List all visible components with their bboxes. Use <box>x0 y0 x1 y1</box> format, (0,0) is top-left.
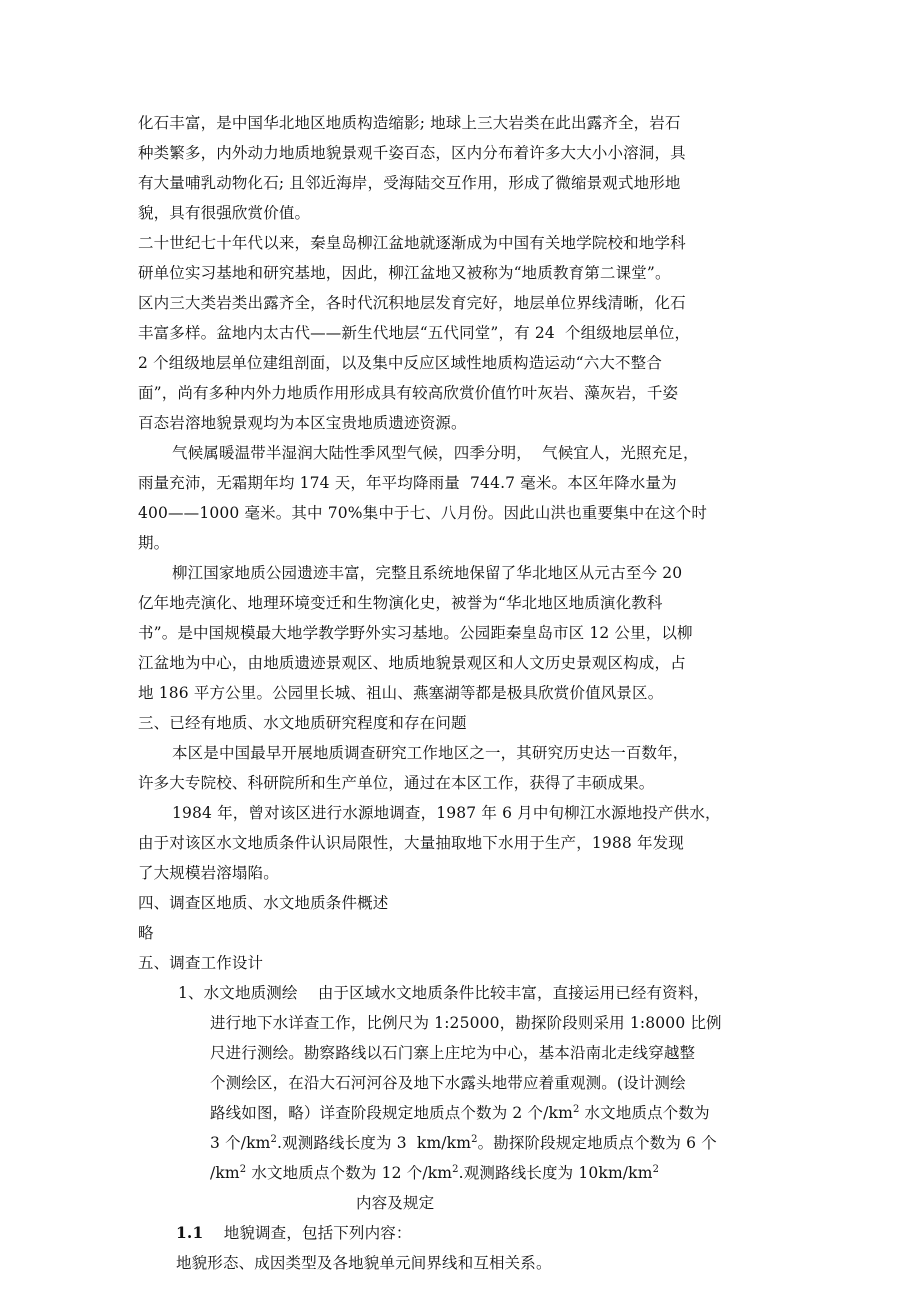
section-heading-5: 五、调查工作设计 <box>138 954 264 972</box>
text-line: 柳江国家地质公园遗迹丰富，完整且系统地保留了华北地区从元古至今 20 <box>172 564 683 582</box>
superscript: 2 <box>652 1164 660 1175</box>
superscript: 2 <box>452 1164 459 1175</box>
text-line: 期。 <box>138 534 170 552</box>
text-line: 400——1000 毫米。其中 70%集中于七、八月份。因此山洪也重要集中在这个时 <box>138 504 707 522</box>
text-line: 1984 年，曾对该区进行水源地调查，1987 年 6 月中旬柳江水源地投产供水， <box>172 804 721 822</box>
text-line: $/km^2$ 水文地质点个数为 12 个$/km^2$.观测路线长度为 $10km/km^2$ <box>210 1164 660 1182</box>
text-line: 貌，具有很强欣赏价值。 <box>138 204 311 222</box>
omitted-note: 略 <box>138 924 154 942</box>
superscript: 2 <box>239 1164 247 1175</box>
text-line: 路线如图，略）详查阶段规定地质点个数为 2 个$/km^2$ 水文地质点个数为 <box>210 1104 710 1122</box>
text-line: 百态岩溶地貌景观均为本区宝贵地质遗迹资源。 <box>138 414 467 432</box>
text-line: 气候属暖温带半湿润大陆性季风型气候，四季分明， 气候宜人，光照充足， <box>172 444 699 462</box>
text-line: 亿年地壳演化、地理环境变迁和生物演化史，被誉为“华北地区地质演化教科 <box>138 594 663 612</box>
text-line: 种类繁多，内外动力地质地貌景观千姿百态，区内分布着许多大大小小溶洞，具 <box>138 144 686 162</box>
text-line: 雨量充沛，无霜期年均 174 天，年平均降雨量 744.7 毫米。本区年降水量为 <box>138 474 677 492</box>
subheading-content-rules: 内容及规定 <box>356 1194 435 1212</box>
text-line: 研单位实习基地和研究基地，因此，柳江盆地又被称为“地质教育第二课堂”。 <box>138 264 671 282</box>
subsection-1-1 <box>176 1218 412 1248</box>
text-line: 2 个组级地层单位建组剖面，以及集中反应区域性地质构造运动“六大不整合 <box>138 354 662 372</box>
subsection-title: 地貌调查，包括下列内容： <box>223 1224 412 1242</box>
section-heading-3: 三、已经有地质、水文地质研究程度和存在问题 <box>138 714 467 732</box>
text-line: 面”，尚有多种内外力地质作用形成具有较高欣赏价值竹叶灰岩、藻灰岩，千姿 <box>138 384 679 402</box>
text-line: 二十世纪七十年代以来，秦皇岛柳江盆地就逐渐成为中国有关地学院校和地学科 <box>138 234 686 252</box>
superscript: 2 <box>471 1134 478 1145</box>
text-line: 个测绘区，在沿大石河河谷及地下水露头地带应着重观测。(设计测绘 <box>210 1074 686 1092</box>
subsection-number: 1.1 <box>176 1223 204 1242</box>
text-line: 有大量哺乳动物化石; 且邻近海岸，受海陆交互作用，形成了微缩景观式地形地 <box>138 174 681 192</box>
text-line: 丰富多样。盆地内太古代——新生代地层“五代同堂”，有 24 个组级地层单位， <box>138 324 691 342</box>
text-line: 3 个$/km^2$.观测路线长度为 3 $km/km^2$。勘探阶段规定地质点个数为 6 个 <box>210 1134 717 1152</box>
text-line: 地 186 平方公里。公园里长城、祖山、燕塞湖等都是极具欣赏价值风景区。 <box>138 684 664 702</box>
list-item: 地貌形态、成因类型及各地貌单元间界线和互相关系。 <box>176 1254 552 1272</box>
text-line: 本区是中国最早开展地质调查研究工作地区之一，其研究历史达一百数年， <box>172 744 689 762</box>
text-line: 江盆地为中心，由地质遗迹景观区、地质地貌景观区和人文历史景观区构成，占 <box>138 654 686 672</box>
superscript: 2 <box>270 1134 278 1145</box>
text-line: 书”。是中国规模最大地学教学野外实习基地。公园距秦皇岛市区 12 公里，以柳 <box>138 624 693 642</box>
text-line: 化石丰富，是中国华北地区地质构造缩影; 地球上三大岩类在此出露齐全，岩石 <box>138 114 681 132</box>
text-line: 区内三大类岩类出露齐全，各时代沉积地层发育完好，地层单位界线清晰，化石 <box>138 294 686 312</box>
text-line: 进行地下水详查工作，比例尺为 1:25000，勘探阶段则采用 1:8000 比例 <box>210 1014 722 1032</box>
text-line: 由于对该区水文地质条件认识局限性，大量抽取地下水用于生产，1988 年发现 <box>138 834 684 852</box>
text-line: 1、水文地质测绘 由于区域水文地质条件比较丰富，直接运用已经有资料， <box>178 984 710 1002</box>
text-line: 许多大专院校、科研院所和生产单位，通过在本区工作，获得了丰硕成果。 <box>138 774 655 792</box>
text-line: 了大规模岩溶塌陷。 <box>138 864 279 882</box>
superscript: 2 <box>572 1104 580 1115</box>
section-heading-4: 四、调查区地质、水文地质条件概述 <box>138 894 389 912</box>
text-line: 尺进行测绘。勘察路线以石门寨上庄坨为中心，基本沿南北走线穿越整 <box>210 1044 696 1062</box>
